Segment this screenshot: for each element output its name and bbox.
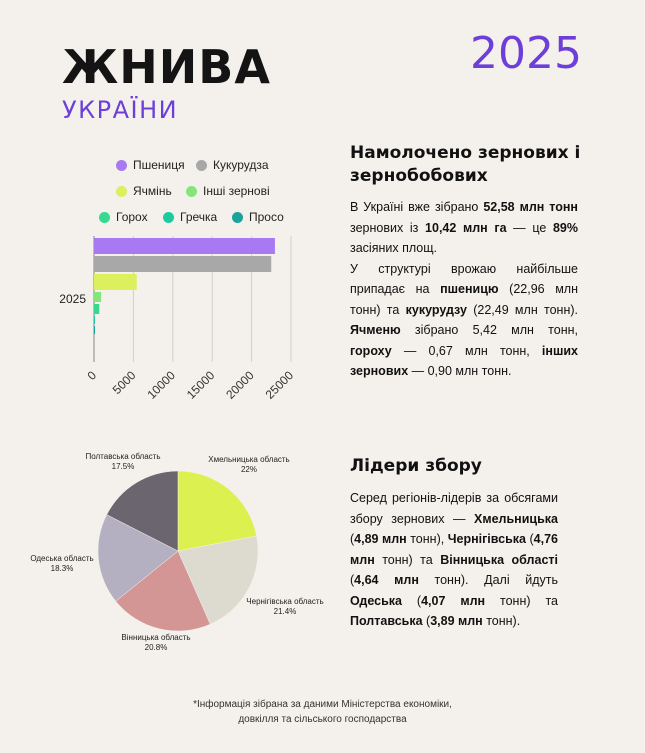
emphasis-text: 4,76 млн — [350, 532, 558, 567]
body-text: (22,96 млн тонн) та — [350, 282, 578, 317]
body-text: ( — [350, 573, 355, 587]
pie-label: Чернігівська область — [246, 597, 324, 606]
body-text: — 0,67 млн тонн, — [391, 343, 542, 358]
source-line: *Інформація зібрана за даними Міністерства економіки, — [193, 699, 452, 710]
emphasis-text: Вінницька області — [440, 552, 558, 567]
pie-chart — [0, 440, 340, 670]
emphasis-text: Хмельницька — [474, 511, 558, 526]
emphasis-text: 89% — [552, 220, 578, 235]
source-line: довкілля та сільського господарства — [238, 714, 407, 725]
body-text: ( — [350, 532, 355, 546]
y-category-label: 2025 — [59, 292, 86, 306]
emphasis-text: Полтавська — [350, 614, 423, 628]
harvest-paragraph — [350, 197, 578, 259]
x-tick-label: 20000 — [223, 368, 257, 402]
x-tick-label: 10000 — [144, 368, 178, 402]
structure-paragraph — [350, 259, 578, 382]
body-text: В Україні вже зібрано — [350, 200, 484, 214]
harvest-description — [350, 197, 578, 382]
x-tick-label: 25000 — [262, 368, 297, 402]
bar-7 — [94, 326, 95, 334]
pie-label: Хмельницька область — [208, 455, 290, 464]
emphasis-text: інших зернових — [350, 343, 578, 378]
legend-label: Гречка — [180, 210, 218, 224]
body-text: засіяних площ. — [350, 241, 437, 255]
body-text: ( — [422, 614, 431, 628]
bar-3 — [94, 274, 137, 290]
legend-label: Кукурудза — [213, 158, 269, 172]
emphasis-text: 10,42 млн га — [425, 220, 507, 235]
emphasis-text: пшеницю — [440, 282, 499, 296]
body-text: зернових із — [350, 220, 426, 235]
leaders-paragraph — [350, 488, 558, 632]
body-text: тонн). Далі йдуть — [418, 573, 558, 587]
bar-6 — [94, 316, 95, 324]
bar-5 — [94, 304, 99, 314]
legend-label: Пшениця — [133, 158, 185, 172]
body-text: ( — [526, 532, 534, 546]
pie-value-label: 21.4% — [273, 607, 297, 616]
pie-value-label: 22% — [240, 465, 258, 474]
pie-value-label: 20.8% — [144, 643, 168, 652]
body-text: зібрано 5,42 млн тонн, — [400, 323, 578, 337]
body-text: ( — [401, 593, 422, 608]
bar-2 — [94, 256, 271, 272]
emphasis-text: 3,89 млн — [430, 614, 483, 628]
pie-label: Вінницька область — [121, 633, 191, 642]
body-text: (22,49 млн тонн). — [466, 302, 578, 317]
emphasis-text: 52,58 млн тонн — [483, 200, 578, 214]
emphasis-text: 4,64 млн — [354, 573, 419, 587]
leaders-description — [350, 488, 558, 632]
emphasis-text: гороху — [350, 343, 392, 358]
emphasis-text: 4,07 млн — [421, 593, 486, 608]
legend-label: Ячмінь — [133, 184, 172, 198]
pie-value-label: 18.3% — [50, 564, 74, 573]
body-text: — 0,90 млн тонн. — [408, 364, 512, 378]
year-label: 2025 — [470, 28, 582, 79]
pie-label: Полтавська область — [85, 452, 161, 461]
section-heading-leaders: Лідери збору — [350, 456, 482, 476]
heading-line: Намолочено зернових і — [350, 143, 581, 163]
page-subtitle: УКРАЇНИ — [62, 96, 179, 124]
pie-label: Одеська область — [30, 554, 94, 563]
body-text: тонн) та — [485, 593, 558, 608]
bar-4 — [94, 292, 101, 302]
body-text: — це — [506, 220, 553, 235]
emphasis-text: Ячменю — [350, 323, 401, 337]
body-text: тонн) та — [374, 552, 441, 567]
emphasis-text: 4,89 млн — [354, 532, 407, 546]
legend-label: Просо — [249, 210, 284, 224]
emphasis-text: кукурудзу — [405, 302, 467, 317]
legend-label: Інші зернові — [203, 184, 270, 198]
bar-1 — [94, 238, 275, 254]
section-heading-harvest — [350, 142, 580, 188]
pie-value-label: 17.5% — [111, 462, 135, 471]
page-title: ЖНИВА — [62, 40, 271, 94]
body-text: тонн), — [406, 532, 448, 546]
body-text: Серед регіонів-лідерів за обсягами збору зернових — — [350, 491, 558, 526]
emphasis-text: Чернігівська — [447, 532, 526, 546]
x-tick-label: 0 — [84, 368, 100, 383]
emphasis-text: Одеська — [350, 593, 402, 608]
heading-line: зернобобових — [350, 166, 488, 186]
source-note — [0, 697, 645, 727]
body-text: тонн). — [482, 614, 521, 628]
legend-label: Горох — [116, 210, 148, 224]
x-tick-label: 5000 — [109, 368, 139, 398]
x-tick-label: 15000 — [183, 368, 218, 402]
body-text: У структурі врожаю найбільше припадає на — [350, 261, 578, 296]
